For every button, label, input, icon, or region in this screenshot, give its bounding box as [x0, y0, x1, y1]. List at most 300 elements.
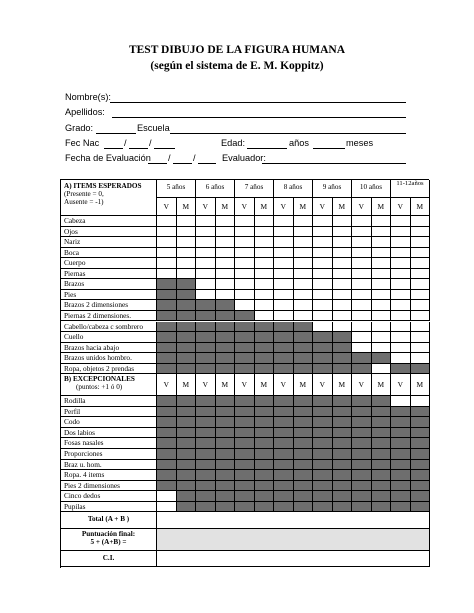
item-a-cell[interactable] — [411, 364, 431, 375]
item-a-cell[interactable] — [313, 343, 333, 354]
item-a-cell[interactable] — [177, 332, 197, 343]
item-a-cell[interactable] — [196, 269, 216, 280]
item-a-cell[interactable] — [157, 279, 177, 290]
item-b-cell[interactable] — [255, 417, 275, 428]
item-a-cell[interactable] — [157, 343, 177, 354]
item-a-cell[interactable] — [352, 322, 372, 333]
item-b-cell[interactable] — [352, 449, 372, 460]
item-b-cell[interactable] — [372, 502, 392, 513]
item-a-cell[interactable] — [352, 343, 372, 354]
item-a-cell[interactable] — [196, 237, 216, 248]
item-b-cell[interactable] — [274, 396, 294, 407]
item-b-cell[interactable] — [235, 417, 255, 428]
item-a-cell[interactable] — [255, 343, 275, 354]
item-b-cell[interactable] — [235, 449, 255, 460]
item-a-cell[interactable] — [177, 322, 197, 333]
item-a-cell[interactable] — [333, 290, 353, 301]
item-a-cell[interactable] — [274, 269, 294, 280]
item-a-cell[interactable] — [255, 322, 275, 333]
item-a-cell[interactable] — [294, 269, 314, 280]
item-a-cell[interactable] — [372, 227, 392, 238]
item-b-cell[interactable] — [391, 396, 411, 407]
item-a-cell[interactable] — [294, 311, 314, 322]
item-b-cell[interactable] — [352, 502, 372, 513]
item-a-cell[interactable] — [177, 237, 197, 248]
item-a-cell[interactable] — [391, 216, 411, 227]
item-a-cell[interactable] — [333, 311, 353, 322]
item-b-cell[interactable] — [157, 428, 177, 439]
item-a-cell[interactable] — [255, 269, 275, 280]
item-a-cell[interactable] — [216, 300, 236, 311]
item-b-cell[interactable] — [313, 428, 333, 439]
item-a-cell[interactable] — [313, 258, 333, 269]
item-b-cell[interactable] — [313, 407, 333, 418]
item-a-cell[interactable] — [313, 290, 333, 301]
item-b-cell[interactable] — [216, 396, 236, 407]
item-b-cell[interactable] — [411, 481, 431, 492]
item-b-cell[interactable] — [177, 460, 197, 471]
item-b-cell[interactable] — [235, 407, 255, 418]
item-b-cell[interactable] — [196, 438, 216, 449]
item-b-cell[interactable] — [313, 449, 333, 460]
item-b-cell[interactable] — [313, 470, 333, 481]
item-b-cell[interactable] — [157, 502, 177, 513]
item-b-cell[interactable] — [255, 481, 275, 492]
item-a-cell[interactable] — [313, 353, 333, 364]
item-a-cell[interactable] — [255, 279, 275, 290]
item-a-cell[interactable] — [391, 237, 411, 248]
evaluador-field[interactable] — [262, 163, 406, 164]
item-a-cell[interactable] — [274, 290, 294, 301]
item-a-cell[interactable] — [352, 237, 372, 248]
item-b-cell[interactable] — [391, 481, 411, 492]
item-a-cell[interactable] — [177, 300, 197, 311]
item-a-cell[interactable] — [196, 290, 216, 301]
item-b-cell[interactable] — [333, 396, 353, 407]
item-a-cell[interactable] — [372, 269, 392, 280]
item-a-cell[interactable] — [255, 290, 275, 301]
item-a-cell[interactable] — [333, 343, 353, 354]
item-b-cell[interactable] — [177, 407, 197, 418]
item-a-cell[interactable] — [333, 353, 353, 364]
item-a-cell[interactable] — [216, 353, 236, 364]
item-b-cell[interactable] — [391, 438, 411, 449]
item-a-cell[interactable] — [216, 216, 236, 227]
item-b-cell[interactable] — [294, 470, 314, 481]
item-a-cell[interactable] — [196, 332, 216, 343]
item-a-cell[interactable] — [333, 248, 353, 259]
item-a-cell[interactable] — [216, 290, 236, 301]
item-b-cell[interactable] — [177, 417, 197, 428]
item-b-cell[interactable] — [333, 491, 353, 502]
item-b-cell[interactable] — [372, 481, 392, 492]
item-a-cell[interactable] — [196, 322, 216, 333]
item-a-cell[interactable] — [391, 332, 411, 343]
item-a-cell[interactable] — [157, 269, 177, 280]
escuela-field[interactable] — [170, 133, 406, 134]
item-b-cell[interactable] — [294, 438, 314, 449]
item-a-cell[interactable] — [313, 332, 333, 343]
item-b-cell[interactable] — [196, 417, 216, 428]
fecha-eval-year-field[interactable] — [198, 163, 216, 164]
item-a-cell[interactable] — [294, 300, 314, 311]
item-a-cell[interactable] — [352, 290, 372, 301]
item-b-cell[interactable] — [411, 491, 431, 502]
item-a-cell[interactable] — [177, 311, 197, 322]
item-b-cell[interactable] — [177, 428, 197, 439]
item-a-cell[interactable] — [313, 311, 333, 322]
item-b-cell[interactable] — [157, 417, 177, 428]
item-a-cell[interactable] — [294, 322, 314, 333]
item-a-cell[interactable] — [333, 332, 353, 343]
item-a-cell[interactable] — [235, 216, 255, 227]
item-a-cell[interactable] — [157, 258, 177, 269]
item-b-cell[interactable] — [216, 460, 236, 471]
item-a-cell[interactable] — [157, 216, 177, 227]
item-a-cell[interactable] — [313, 322, 333, 333]
item-a-cell[interactable] — [411, 343, 431, 354]
item-b-cell[interactable] — [411, 470, 431, 481]
item-a-cell[interactable] — [313, 237, 333, 248]
item-b-cell[interactable] — [391, 428, 411, 439]
item-a-cell[interactable] — [157, 290, 177, 301]
item-b-cell[interactable] — [196, 428, 216, 439]
item-a-cell[interactable] — [333, 364, 353, 375]
item-b-cell[interactable] — [255, 396, 275, 407]
item-a-cell[interactable] — [177, 258, 197, 269]
item-a-cell[interactable] — [216, 364, 236, 375]
item-b-cell[interactable] — [216, 407, 236, 418]
item-b-cell[interactable] — [157, 449, 177, 460]
apellidos-field[interactable] — [112, 117, 406, 118]
item-a-cell[interactable] — [274, 364, 294, 375]
item-a-cell[interactable] — [177, 353, 197, 364]
item-b-cell[interactable] — [411, 396, 431, 407]
item-b-cell[interactable] — [352, 438, 372, 449]
item-b-cell[interactable] — [411, 428, 431, 439]
item-b-cell[interactable] — [294, 428, 314, 439]
item-a-cell[interactable] — [235, 290, 255, 301]
item-a-cell[interactable] — [235, 332, 255, 343]
item-a-cell[interactable] — [352, 364, 372, 375]
item-a-cell[interactable] — [255, 300, 275, 311]
item-b-cell[interactable] — [313, 460, 333, 471]
item-a-cell[interactable] — [157, 311, 177, 322]
item-b-cell[interactable] — [274, 502, 294, 513]
item-a-cell[interactable] — [255, 248, 275, 259]
item-a-cell[interactable] — [274, 311, 294, 322]
item-b-cell[interactable] — [216, 491, 236, 502]
item-b-cell[interactable] — [255, 460, 275, 471]
item-a-cell[interactable] — [352, 279, 372, 290]
item-b-cell[interactable] — [157, 470, 177, 481]
item-b-cell[interactable] — [352, 460, 372, 471]
item-b-cell[interactable] — [157, 481, 177, 492]
item-a-cell[interactable] — [274, 258, 294, 269]
item-b-cell[interactable] — [216, 417, 236, 428]
item-b-cell[interactable] — [235, 428, 255, 439]
item-b-cell[interactable] — [313, 417, 333, 428]
item-a-cell[interactable] — [274, 248, 294, 259]
item-a-cell[interactable] — [333, 216, 353, 227]
item-a-cell[interactable] — [255, 353, 275, 364]
item-a-cell[interactable] — [216, 311, 236, 322]
item-b-cell[interactable] — [235, 460, 255, 471]
item-b-cell[interactable] — [294, 502, 314, 513]
item-b-cell[interactable] — [216, 438, 236, 449]
item-a-cell[interactable] — [352, 216, 372, 227]
item-a-cell[interactable] — [411, 311, 431, 322]
item-b-cell[interactable] — [411, 407, 431, 418]
edad-meses-field[interactable] — [313, 148, 345, 149]
item-a-cell[interactable] — [372, 343, 392, 354]
item-a-cell[interactable] — [196, 216, 216, 227]
item-a-cell[interactable] — [157, 353, 177, 364]
item-a-cell[interactable] — [157, 364, 177, 375]
item-a-cell[interactable] — [333, 258, 353, 269]
item-a-cell[interactable] — [255, 311, 275, 322]
item-a-cell[interactable] — [391, 269, 411, 280]
item-b-cell[interactable] — [333, 481, 353, 492]
item-b-cell[interactable] — [333, 407, 353, 418]
item-b-cell[interactable] — [157, 396, 177, 407]
item-a-cell[interactable] — [274, 322, 294, 333]
item-b-cell[interactable] — [294, 460, 314, 471]
item-a-cell[interactable] — [196, 227, 216, 238]
item-b-cell[interactable] — [372, 438, 392, 449]
item-a-cell[interactable] — [333, 227, 353, 238]
item-b-cell[interactable] — [235, 491, 255, 502]
item-a-cell[interactable] — [235, 258, 255, 269]
item-a-cell[interactable] — [313, 248, 333, 259]
item-b-cell[interactable] — [352, 396, 372, 407]
item-a-cell[interactable] — [352, 258, 372, 269]
item-a-cell[interactable] — [411, 248, 431, 259]
item-a-cell[interactable] — [216, 269, 236, 280]
item-a-cell[interactable] — [274, 353, 294, 364]
item-a-cell[interactable] — [372, 300, 392, 311]
edad-anos-field[interactable] — [247, 148, 287, 149]
item-b-cell[interactable] — [274, 491, 294, 502]
item-a-cell[interactable] — [157, 227, 177, 238]
item-b-cell[interactable] — [157, 407, 177, 418]
item-b-cell[interactable] — [216, 449, 236, 460]
item-a-cell[interactable] — [216, 258, 236, 269]
total-value-field[interactable] — [157, 512, 430, 529]
item-a-cell[interactable] — [391, 300, 411, 311]
item-a-cell[interactable] — [352, 227, 372, 238]
item-a-cell[interactable] — [391, 364, 411, 375]
item-a-cell[interactable] — [235, 300, 255, 311]
item-b-cell[interactable] — [372, 470, 392, 481]
item-a-cell[interactable] — [333, 322, 353, 333]
item-b-cell[interactable] — [235, 502, 255, 513]
item-a-cell[interactable] — [177, 279, 197, 290]
item-b-cell[interactable] — [391, 470, 411, 481]
item-a-cell[interactable] — [157, 322, 177, 333]
item-b-cell[interactable] — [177, 396, 197, 407]
item-a-cell[interactable] — [391, 322, 411, 333]
nombre-field[interactable] — [110, 102, 406, 103]
item-b-cell[interactable] — [177, 449, 197, 460]
item-a-cell[interactable] — [294, 248, 314, 259]
item-b-cell[interactable] — [294, 417, 314, 428]
item-a-cell[interactable] — [274, 227, 294, 238]
item-a-cell[interactable] — [196, 248, 216, 259]
item-a-cell[interactable] — [352, 300, 372, 311]
item-a-cell[interactable] — [196, 279, 216, 290]
item-b-cell[interactable] — [391, 460, 411, 471]
item-a-cell[interactable] — [391, 258, 411, 269]
item-b-cell[interactable] — [274, 470, 294, 481]
item-a-cell[interactable] — [157, 332, 177, 343]
item-a-cell[interactable] — [294, 343, 314, 354]
item-b-cell[interactable] — [196, 470, 216, 481]
item-a-cell[interactable] — [313, 364, 333, 375]
item-a-cell[interactable] — [274, 237, 294, 248]
item-a-cell[interactable] — [294, 258, 314, 269]
item-b-cell[interactable] — [411, 449, 431, 460]
item-a-cell[interactable] — [391, 290, 411, 301]
grado-field[interactable] — [96, 133, 136, 134]
item-a-cell[interactable] — [352, 269, 372, 280]
item-a-cell[interactable] — [294, 279, 314, 290]
item-b-cell[interactable] — [333, 470, 353, 481]
item-a-cell[interactable] — [235, 364, 255, 375]
item-b-cell[interactable] — [352, 407, 372, 418]
item-b-cell[interactable] — [372, 428, 392, 439]
item-b-cell[interactable] — [411, 438, 431, 449]
item-a-cell[interactable] — [391, 343, 411, 354]
item-a-cell[interactable] — [372, 353, 392, 364]
item-a-cell[interactable] — [313, 227, 333, 238]
item-a-cell[interactable] — [274, 216, 294, 227]
item-a-cell[interactable] — [177, 227, 197, 238]
item-b-cell[interactable] — [196, 491, 216, 502]
item-b-cell[interactable] — [255, 438, 275, 449]
item-a-cell[interactable] — [333, 300, 353, 311]
item-b-cell[interactable] — [177, 491, 197, 502]
item-b-cell[interactable] — [372, 460, 392, 471]
item-b-cell[interactable] — [352, 481, 372, 492]
fecha-eval-month-field[interactable] — [173, 163, 192, 164]
item-a-cell[interactable] — [411, 300, 431, 311]
item-a-cell[interactable] — [216, 279, 236, 290]
fec-nac-year-field[interactable] — [154, 148, 175, 149]
item-b-cell[interactable] — [313, 491, 333, 502]
item-b-cell[interactable] — [294, 407, 314, 418]
item-a-cell[interactable] — [352, 311, 372, 322]
item-a-cell[interactable] — [352, 248, 372, 259]
item-b-cell[interactable] — [177, 438, 197, 449]
item-b-cell[interactable] — [274, 417, 294, 428]
item-a-cell[interactable] — [313, 300, 333, 311]
item-b-cell[interactable] — [411, 502, 431, 513]
item-b-cell[interactable] — [372, 449, 392, 460]
item-b-cell[interactable] — [333, 460, 353, 471]
item-a-cell[interactable] — [372, 322, 392, 333]
item-a-cell[interactable] — [196, 343, 216, 354]
item-b-cell[interactable] — [177, 502, 197, 513]
item-a-cell[interactable] — [177, 343, 197, 354]
item-b-cell[interactable] — [313, 481, 333, 492]
item-b-cell[interactable] — [255, 407, 275, 418]
item-a-cell[interactable] — [294, 216, 314, 227]
item-a-cell[interactable] — [372, 290, 392, 301]
item-a-cell[interactable] — [274, 332, 294, 343]
item-a-cell[interactable] — [411, 322, 431, 333]
item-b-cell[interactable] — [352, 428, 372, 439]
item-a-cell[interactable] — [372, 332, 392, 343]
item-b-cell[interactable] — [274, 449, 294, 460]
item-a-cell[interactable] — [411, 227, 431, 238]
item-a-cell[interactable] — [372, 279, 392, 290]
item-a-cell[interactable] — [255, 237, 275, 248]
item-a-cell[interactable] — [157, 237, 177, 248]
item-b-cell[interactable] — [196, 460, 216, 471]
item-a-cell[interactable] — [255, 332, 275, 343]
item-b-cell[interactable] — [274, 428, 294, 439]
item-a-cell[interactable] — [196, 311, 216, 322]
item-a-cell[interactable] — [216, 248, 236, 259]
item-a-cell[interactable] — [235, 343, 255, 354]
item-b-cell[interactable] — [313, 438, 333, 449]
item-a-cell[interactable] — [372, 364, 392, 375]
item-a-cell[interactable] — [294, 332, 314, 343]
item-a-cell[interactable] — [411, 353, 431, 364]
item-a-cell[interactable] — [196, 258, 216, 269]
item-a-cell[interactable] — [313, 279, 333, 290]
item-a-cell[interactable] — [255, 258, 275, 269]
item-a-cell[interactable] — [216, 322, 236, 333]
item-a-cell[interactable] — [411, 279, 431, 290]
item-a-cell[interactable] — [255, 227, 275, 238]
item-b-cell[interactable] — [255, 428, 275, 439]
item-a-cell[interactable] — [216, 343, 236, 354]
item-b-cell[interactable] — [235, 396, 255, 407]
item-a-cell[interactable] — [372, 216, 392, 227]
item-b-cell[interactable] — [313, 502, 333, 513]
item-b-cell[interactable] — [235, 438, 255, 449]
item-a-cell[interactable] — [411, 216, 431, 227]
item-b-cell[interactable] — [333, 502, 353, 513]
item-a-cell[interactable] — [391, 248, 411, 259]
item-b-cell[interactable] — [294, 481, 314, 492]
item-b-cell[interactable] — [157, 491, 177, 502]
item-b-cell[interactable] — [196, 502, 216, 513]
puntuacion-value-field[interactable] — [157, 529, 430, 551]
item-a-cell[interactable] — [294, 290, 314, 301]
item-b-cell[interactable] — [157, 438, 177, 449]
item-a-cell[interactable] — [411, 258, 431, 269]
item-b-cell[interactable] — [196, 396, 216, 407]
item-a-cell[interactable] — [157, 248, 177, 259]
item-b-cell[interactable] — [391, 502, 411, 513]
item-b-cell[interactable] — [352, 470, 372, 481]
item-b-cell[interactable] — [216, 470, 236, 481]
item-b-cell[interactable] — [216, 481, 236, 492]
item-b-cell[interactable] — [391, 407, 411, 418]
item-b-cell[interactable] — [372, 491, 392, 502]
item-a-cell[interactable] — [391, 353, 411, 364]
fec-nac-month-field[interactable] — [129, 148, 148, 149]
item-b-cell[interactable] — [391, 491, 411, 502]
item-b-cell[interactable] — [294, 491, 314, 502]
item-a-cell[interactable] — [177, 248, 197, 259]
item-a-cell[interactable] — [235, 227, 255, 238]
item-a-cell[interactable] — [177, 269, 197, 280]
item-b-cell[interactable] — [216, 502, 236, 513]
